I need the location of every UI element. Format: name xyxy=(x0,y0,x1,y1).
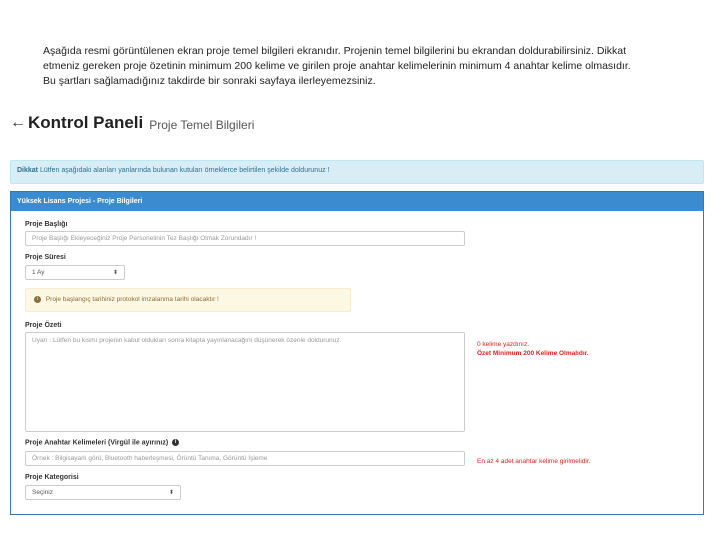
project-category-select[interactable] xyxy=(25,485,181,500)
page-subtitle: Proje Temel Bilgileri xyxy=(149,117,255,132)
keywords-min-note: En az 4 adet anahtar kelime girilmelidir. xyxy=(477,458,591,465)
project-duration-label: Proje Süresi xyxy=(25,254,66,261)
info-alert xyxy=(10,160,704,184)
project-title-input[interactable]: Proje Başlığı Ekleyeceğiniz Proje Personelinin Tez Başlığı Olmak Zorundadır ! xyxy=(25,231,465,246)
instruction-line-3: Bu şartları sağlamadığınız takdirde bir sonraki sayfaya ilerleyemezsiniz. xyxy=(43,75,376,87)
project-info-panel xyxy=(10,191,704,515)
summary-word-count: 0 kelime yazdınız. xyxy=(477,341,530,348)
project-duration-value: 1 Ay xyxy=(32,269,45,276)
project-duration-select[interactable] xyxy=(25,265,125,280)
project-summary-textarea[interactable]: Uyarı : Lütfen bu kısmı projenin kabul oldukları sonra kitapta yayınlanacağını düşünerek özenle doldurunuz. xyxy=(25,332,465,432)
project-category-value: Seçiniz xyxy=(32,489,53,496)
project-summary-label: Proje Özeti xyxy=(25,322,62,329)
updown-caret-icon: ⬍ xyxy=(112,270,118,276)
panel-heading: Yüksek Lisans Projesi - Proje Bilgileri xyxy=(11,192,703,211)
keywords-label-text: Proje Anahtar Kelimeleri (Virgül ile ayırınız) xyxy=(25,439,169,447)
info-circle-icon: i xyxy=(34,296,41,303)
page-header xyxy=(10,108,710,138)
page-title: Kontrol Paneli xyxy=(28,113,144,132)
instruction-text xyxy=(43,44,683,89)
instruction-line-1: Aşağıda resmi görüntülenen ekran proje temel bilgileri ekranıdır. Projenin temel bilgilerini bu ekrandan doldurabilirsiniz. Dikkat xyxy=(43,45,627,57)
left-arrow-icon[interactable]: ← xyxy=(10,114,26,131)
updown-caret-icon: ⬍ xyxy=(168,490,174,496)
project-keywords-label xyxy=(25,439,179,446)
project-keywords-input[interactable]: Örnek : Bilgisayarlı görü, Bluetooth haberleşmesi, Örüntü Tanıma, Görüntü İşleme xyxy=(25,451,465,466)
start-date-warning xyxy=(25,288,351,312)
project-title-label: Proje Başlığı xyxy=(25,221,68,228)
info-alert-text: Lütfen aşağıdaki alanları yanlarında bulunan kutuları örneklerce belirtilen şekilde doldurunuz ! xyxy=(39,167,330,174)
info-alert-strong: Dikkat xyxy=(17,167,39,174)
summary-min-text: Özet Minimum 200 Kelime Olmalıdır. xyxy=(477,350,589,357)
summary-min-requirement xyxy=(477,350,589,357)
project-category-label: Proje Kategorisi xyxy=(25,474,79,481)
start-date-warning-text: Proje başlangıç tarihiniz protokol imzalanma tarihi olacaktır ! xyxy=(45,296,219,304)
instruction-line-2: etmeniz gereken proje özetinin minimum 200 kelime ve girilen proje anahtar kelimelerinin minimum 4 anahtar kelime olmasıdır. xyxy=(43,60,631,72)
info-circle-icon[interactable]: i xyxy=(172,439,179,446)
